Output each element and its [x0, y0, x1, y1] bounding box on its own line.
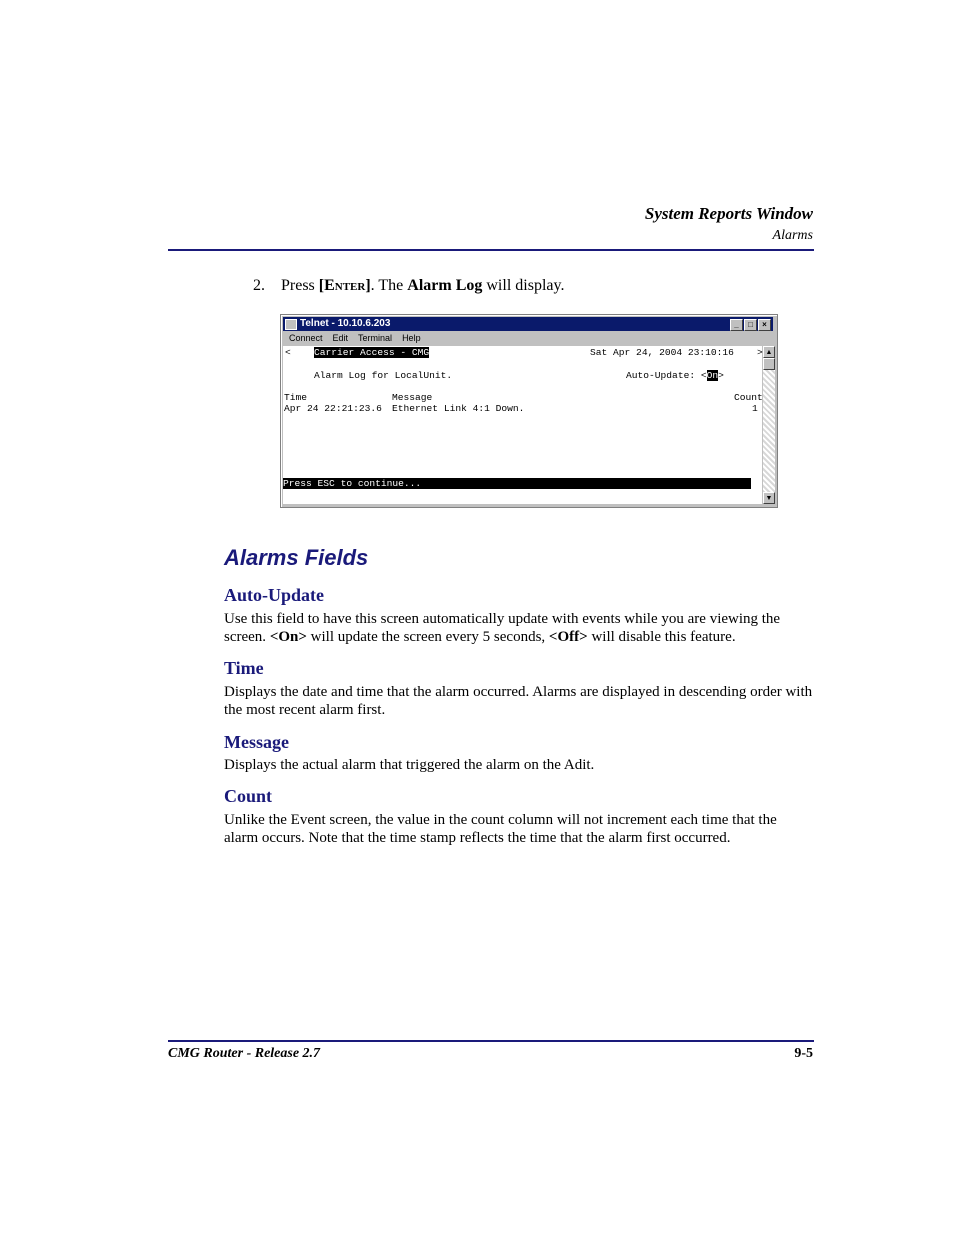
auto-update-value[interactable]: On [706, 370, 719, 381]
alarm-row-time: Apr 24 22:21:23.6 [284, 403, 382, 414]
terminal-status-bar: Press ESC to continue... [283, 478, 751, 489]
field-desc-auto-update [224, 610, 814, 646]
close-button[interactable]: × [758, 319, 771, 331]
field-heading-message: Message [224, 732, 289, 752]
field-heading-time: Time [224, 658, 264, 678]
maximize-button[interactable]: □ [744, 319, 757, 331]
minimize-button[interactable]: _ [730, 319, 743, 331]
field-heading-auto-update: Auto-Update [224, 585, 325, 605]
field-desc-time: Displays the date and time that the alarm occurred. Alarms are displayed in descending order with the most recent alarm first. [224, 684, 813, 718]
auto-update-off: <Off> [548, 629, 588, 645]
app-name: Carrier Access - CMG [314, 347, 430, 358]
menu-terminal[interactable]: Terminal [358, 333, 393, 343]
column-message-header: Message [392, 392, 433, 403]
nav-right: > [757, 347, 763, 358]
telnet-window [280, 314, 778, 508]
header-rule [168, 249, 814, 251]
column-time-header: Time [284, 392, 308, 403]
instruction-step [253, 277, 564, 295]
telnet-menubar [283, 332, 425, 345]
auto-update-field[interactable] [626, 370, 724, 381]
field-heading-count: Count [224, 786, 273, 806]
auto-update-desc-1: Use this field to have this screen automatically update with events while you are viewing the screen. [224, 611, 781, 645]
telnet-app-icon [285, 319, 297, 330]
scroll-thumb[interactable] [763, 358, 775, 370]
auto-update-close: > [718, 370, 724, 381]
auto-update-on: <On> [269, 629, 307, 645]
field-desc-count: Unlike the Event screen, the value in the count column will not increment each time that the alarm occurs. Note that the time stamp reflects the time that the alarm first occurred. [224, 812, 777, 846]
step-number: 2. [253, 277, 265, 294]
step-middle-text: . The [370, 277, 408, 294]
step-press-text: Press [281, 277, 319, 294]
footer-rule [168, 1040, 814, 1042]
system-datetime: Sat Apr 24, 2004 23:10:16 [590, 347, 734, 358]
menu-connect[interactable]: Connect [289, 333, 323, 343]
terminal-screen[interactable] [283, 346, 762, 504]
auto-update-desc-3: will disable this feature. [587, 629, 736, 645]
page-header-title: System Reports Window [644, 204, 813, 223]
step-bold-text: Alarm Log [407, 277, 483, 294]
alarm-row-message: Ethernet Link 4:1 Down. [392, 403, 525, 414]
scroll-down-icon[interactable]: ▼ [763, 492, 775, 504]
footer-page-number: 9-5 [794, 1046, 813, 1061]
auto-update-label: Auto-Update: < [626, 370, 707, 381]
field-desc-message: Displays the actual alarm that triggered the alarm on the Adit. [224, 757, 595, 773]
window-controls [729, 318, 771, 332]
alarm-log-title: Alarm Log for LocalUnit. [314, 370, 453, 381]
section-title: Alarms Fields [224, 545, 369, 570]
telnet-title: Telnet - 10.10.6.203 [300, 318, 391, 329]
auto-update-desc-2: will update the screen every 5 seconds, [306, 629, 549, 645]
page-header-subtitle: Alarms [772, 228, 813, 243]
nav-left: < [285, 347, 291, 358]
step-end-text: will display. [482, 277, 565, 294]
footer-product: CMG Router - Release 2.7 [168, 1046, 321, 1061]
alarm-row-count: 1 [752, 403, 758, 414]
menu-help[interactable]: Help [402, 333, 421, 343]
telnet-titlebar[interactable] [283, 317, 773, 331]
menu-edit[interactable]: Edit [332, 333, 349, 343]
step-key: [Enter] [318, 277, 371, 294]
terminal-scrollbar[interactable] [763, 346, 775, 504]
scroll-up-icon[interactable]: ▲ [763, 346, 775, 358]
column-count-header: Count [734, 392, 763, 403]
